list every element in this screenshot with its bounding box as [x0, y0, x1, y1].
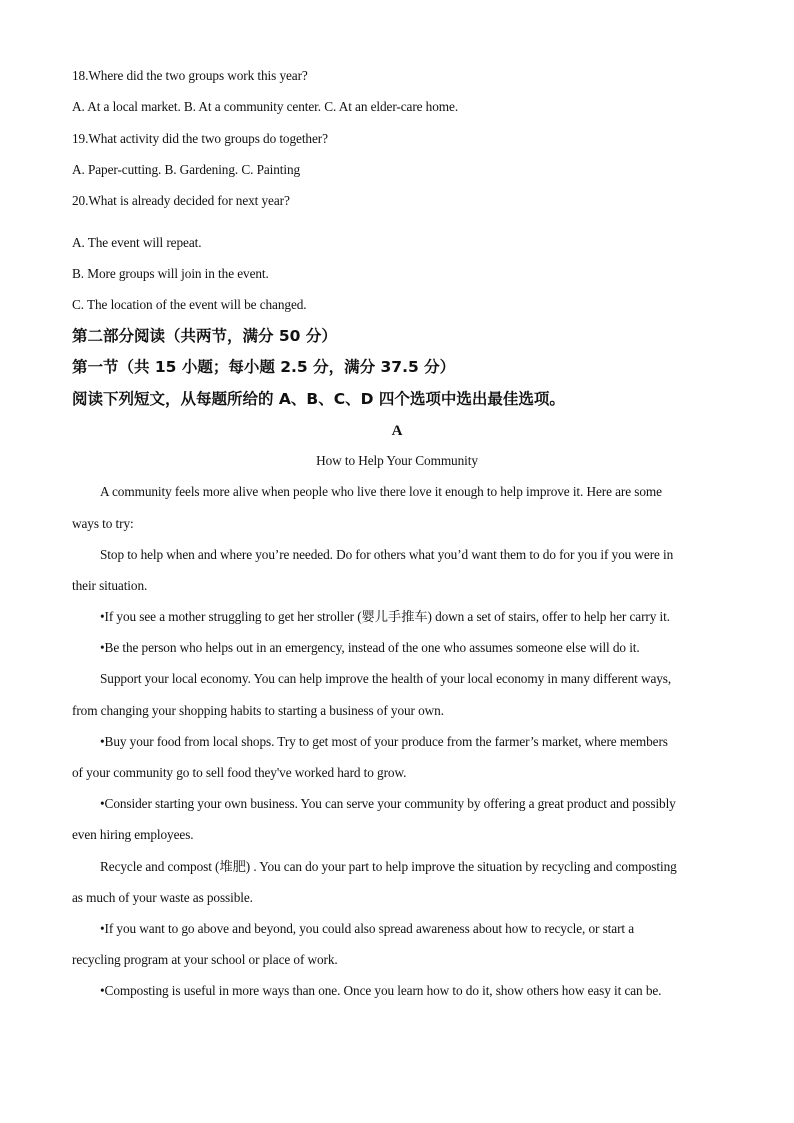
question-18: 18.Where did the two groups work this year?: [72, 68, 308, 83]
question-20-option-b: B. More groups will join in the event.: [72, 266, 269, 281]
passage-bullet: •Composting is useful in more ways than one. Once you learn how to do it, show others how easy it can be.: [100, 983, 662, 998]
passage-bullet: •Be the person who helps out in an emergency, instead of the one who assumes someone else will do it.: [100, 640, 640, 655]
subsection-title: 第一节（共 15 小题；每小题 2.5 分，满分 37.5 分）: [72, 358, 456, 376]
passage-line: even hiring employees.: [72, 827, 194, 842]
passage-title: How to Help Your Community: [316, 453, 478, 468]
passage-line: recycling program at your school or place of work.: [72, 952, 338, 967]
passage-line: from changing your shopping habits to starting a business of your own.: [72, 703, 444, 718]
question-20: 20.What is already decided for next year?: [72, 193, 290, 208]
passage-letter: A: [391, 423, 403, 439]
question-18-options: A. At a local market. B. At a community center. C. At an elder-care home.: [72, 99, 459, 114]
passage-line: A community feels more alive when people who live there love it enough to help improve it. Here are some: [100, 484, 662, 499]
passage-bullet: •If you want to go above and beyond, you could also spread awareness about how to recycle, or start a: [100, 921, 635, 936]
passage-line: their situation.: [72, 578, 148, 593]
section-instruction: 阅读下列短文，从每题所给的 A、B、C、D 四个选项中选出最佳选项。: [72, 390, 565, 408]
passage-bullet: •Consider starting your own business. You can serve your community by offering a great product and possibly: [100, 796, 676, 811]
passage-bullet: •If you see a mother struggling to get her stroller (婴儿手推车) down a set of stairs, offer to help her carry it.: [100, 609, 670, 624]
passage-line: Recycle and compost (堆肥) . You can do your part to help improve the situation by recycling and composting: [100, 859, 677, 874]
passage-line: Support your local economy. You can help improve the health of your local economy in many different ways,: [100, 671, 672, 686]
question-19-options: A. Paper-cutting. B. Gardening. C. Painting: [72, 162, 301, 177]
part-title: 第二部分阅读（共两节，满分 50 分）: [72, 327, 337, 345]
passage-line: ways to try:: [72, 516, 134, 531]
passage-line: Stop to help when and where you’re needed. Do for others what you’d want them to do for you if you were in: [100, 547, 674, 562]
passage-bullet: •Buy your food from local shops. Try to get most of your produce from the farmer’s market, where members: [100, 734, 668, 749]
question-20-option-c: C. The location of the event will be changed.: [72, 297, 307, 312]
passage-line: as much of your waste as possible.: [72, 890, 253, 905]
passage-line: of your community go to sell food they've worked hard to grow.: [72, 765, 407, 780]
question-19: 19.What activity did the two groups do together?: [72, 131, 328, 146]
question-20-option-a: A. The event will repeat.: [72, 235, 202, 250]
